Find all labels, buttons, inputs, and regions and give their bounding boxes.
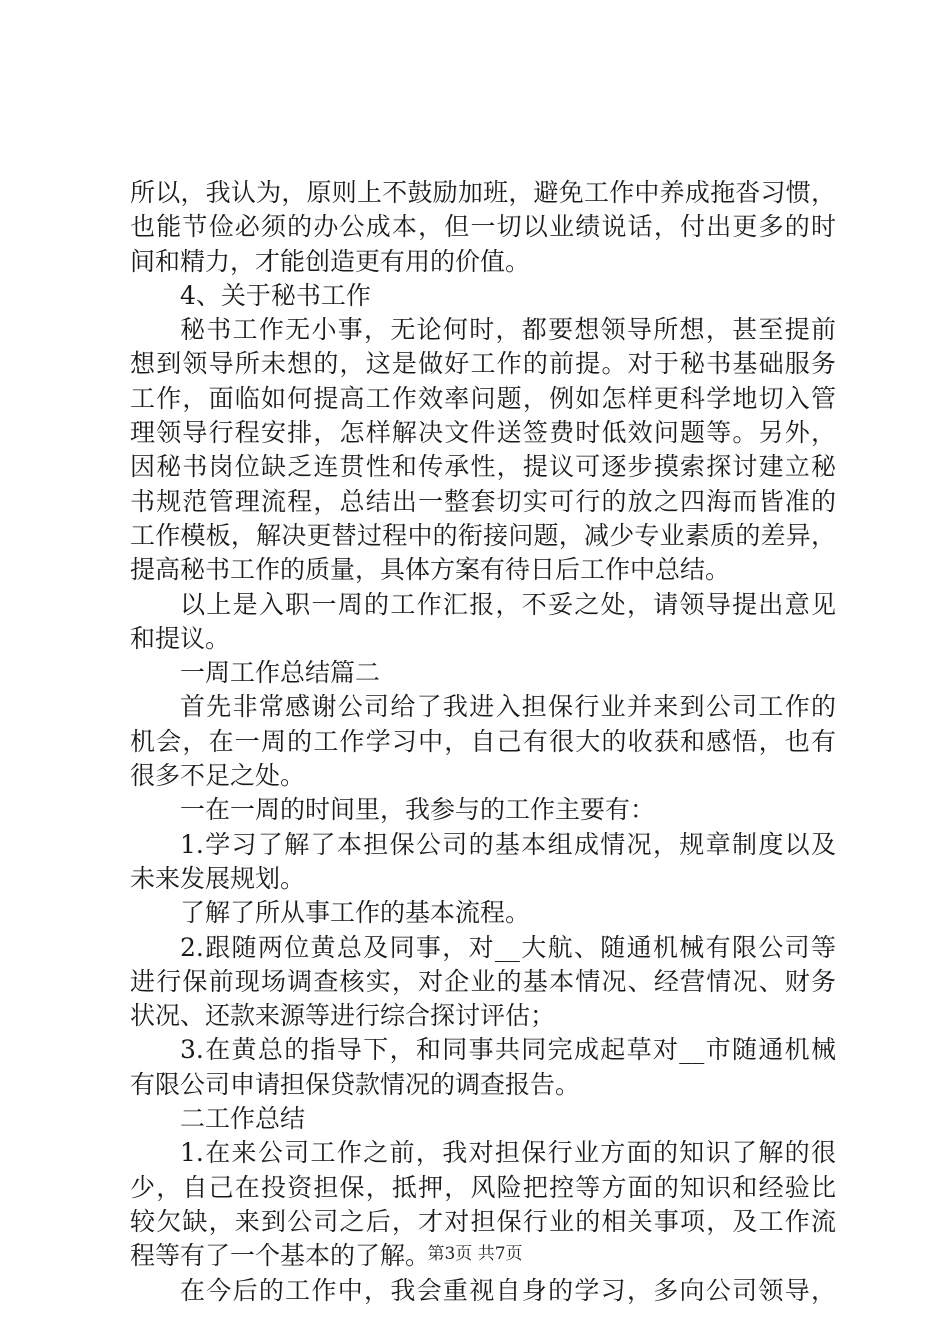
text-line: 较欠缺，来到公司之后，才对担保行业的相关事项，及工作流 xyxy=(130,1206,836,1236)
text-line: 了解了所从事工作的基本流程。 xyxy=(180,898,531,928)
text-line: 在今后的工作中，我会重视自身的学习，多向公司领导， xyxy=(180,1275,836,1305)
text-line: 工作模板，解决更替过程中的衔接问题，减少专业素质的差异， xyxy=(130,520,836,550)
text-line: 间和精力，才能创造更有用的价值。 xyxy=(130,246,531,276)
text-line: 和提议。 xyxy=(130,623,231,653)
text-line: 1.学习了解了本担保公司的基本组成情况，规章制度以及 xyxy=(180,829,836,859)
text-line: 1.在来公司工作之前，我对担保行业方面的知识了解的很 xyxy=(180,1138,836,1168)
text-line: 状况、还款来源等进行综合探讨评估； xyxy=(130,1001,556,1031)
text-line: 3.在黄总的指导下，和同事共同完成起草对__市随通机械 xyxy=(180,1035,836,1065)
text-line: 工作，面临如何提高工作效率问题，例如怎样更科学地切入管 xyxy=(130,383,836,413)
text-line: 未来发展规划。 xyxy=(130,863,306,893)
text-line: 有限公司申请担保贷款情况的调查报告。 xyxy=(130,1069,581,1099)
text-line: 首先非常感谢公司给了我进入担保行业并来到公司工作的 xyxy=(180,692,836,722)
text-line: 因秘书岗位缺乏连贯性和传承性，提议可逐步摸索探讨建立秘 xyxy=(130,452,836,482)
text-line: 2.跟随两位黄总及同事，对__大航、随通机械有限公司等 xyxy=(180,932,836,962)
text-line: 少，自己在投资担保，抵押，风险把控等方面的知识和经验比 xyxy=(130,1172,836,1202)
text-line: 理领导行程安排，怎样解决文件送签费时低效问题等。另外， xyxy=(130,418,836,448)
text-line: 所以，我认为，原则上不鼓励加班，避免工作中养成拖沓习惯， xyxy=(130,178,836,207)
text-line: 一周工作总结篇二 xyxy=(180,658,381,688)
text-line: 一在一周的时间里，我参与的工作主要有： xyxy=(180,795,656,825)
text-line: 以上是入职一周的工作汇报，不妥之处，请领导提出意见 xyxy=(180,589,836,619)
text-line: 秘书工作无小事，无论何时，都要想领导所想，甚至提前 xyxy=(180,315,836,345)
text-line: 很多不足之处。 xyxy=(130,761,306,791)
text-line: 机会，在一周的工作学习中，自己有很大的收获和感悟，也有 xyxy=(130,726,836,756)
document-body xyxy=(130,176,836,1308)
text-line: 也能节俭必须的办公成本，但一切以业绩说话，付出更多的时 xyxy=(130,212,836,242)
text-line: 4、关于秘书工作 xyxy=(180,280,371,310)
text-line: 二工作总结 xyxy=(180,1104,306,1134)
text-line: 程等有了一个基本的了解。 xyxy=(130,1241,431,1271)
page-footer: 第3页 共7页 xyxy=(427,1244,523,1264)
text-line: 想到领导所未想的，这是做好工作的前提。对于秘书基础服务 xyxy=(130,349,836,379)
text-line: 提高秘书工作的质量，具体方案有待日后工作中总结。 xyxy=(130,555,731,585)
text-line: 进行保前现场调查核实，对企业的基本情况、经营情况、财务 xyxy=(130,966,836,996)
text-line: 书规范管理流程，总结出一整套切实可行的放之四海而皆准的 xyxy=(130,486,836,516)
